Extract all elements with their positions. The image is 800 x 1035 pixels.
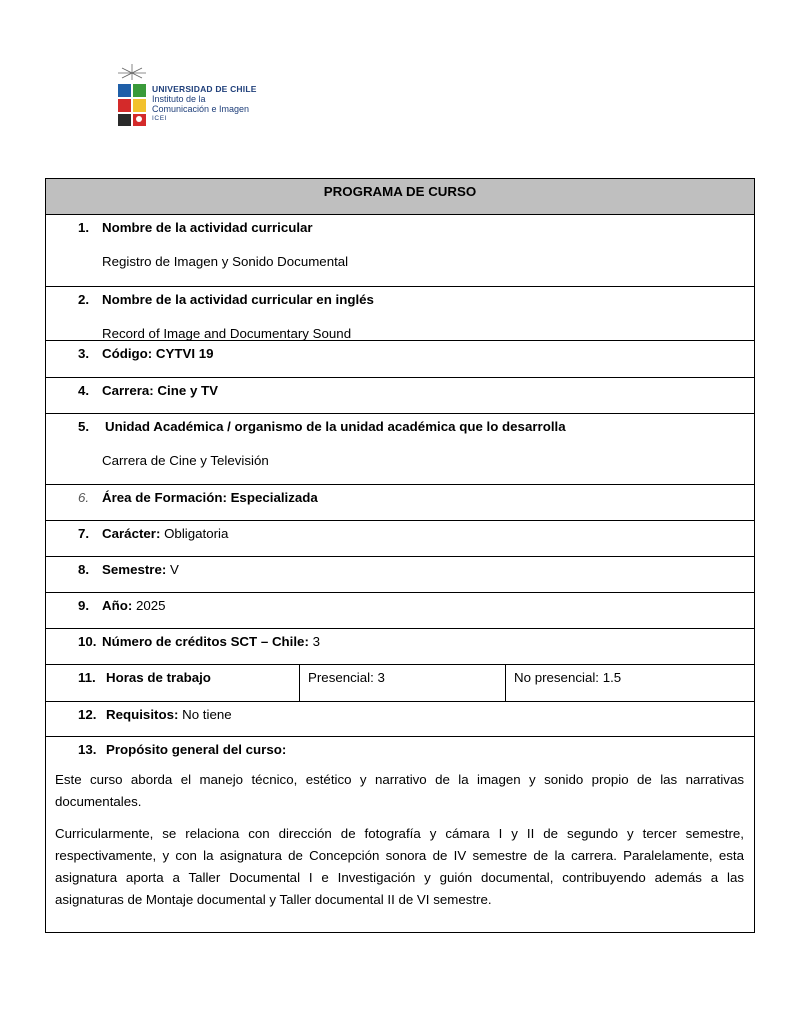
item-value: Carrera de Cine y Televisión (102, 453, 269, 468)
item-number: 1. (78, 220, 90, 235)
row-formation-area (46, 485, 754, 521)
work-hours-label-cell (46, 665, 300, 701)
row-requirements (46, 702, 754, 737)
table-header: PROGRAMA DE CURSO (46, 179, 754, 215)
logo-line-1: UNIVERSIDAD DE CHILE (152, 84, 257, 94)
item-number: 10. (78, 634, 97, 649)
row-course-name (46, 215, 754, 287)
item-number: 13. (78, 742, 97, 757)
coat-of-arms-icon (114, 62, 150, 128)
item-number: 8. (78, 562, 90, 577)
item-value: Obligatoria (164, 526, 229, 541)
row-credits (46, 629, 754, 665)
item-value: Record of Image and Documentary Sound (102, 326, 352, 341)
item-label: Número de créditos SCT – Chile: (102, 634, 309, 649)
row-course-name-english (46, 287, 754, 341)
item-label: Carácter: (102, 526, 161, 541)
row-character (46, 521, 754, 557)
purpose-paragraph-1: Este curso aborda el manejo técnico, estético y narrativo de la imagen y sonido propio de las narrativas documentales. (55, 772, 744, 809)
item-number: 12. (78, 707, 97, 722)
no-presencial-cell: No presencial: 1.5 (514, 670, 622, 685)
item-value: No tiene (182, 707, 232, 722)
item-label: Semestre: (102, 562, 167, 577)
logo-line-2: Instituto de la (152, 94, 206, 104)
item-label: Carrera: Cine y TV (102, 383, 219, 398)
item-label: Unidad Académica / organismo de la unidad académica que lo desarrolla (105, 419, 566, 434)
row-general-purpose (46, 737, 754, 932)
item-label: Área de Formación: Especializada (102, 490, 318, 505)
row-code (46, 341, 754, 378)
row-career (46, 378, 754, 414)
course-program-table (45, 178, 755, 933)
row-semester (46, 557, 754, 593)
item-label: Código: CYTVI 19 (102, 346, 214, 361)
item-number: 2. (78, 292, 90, 307)
item-label: Requisitos: (106, 707, 179, 722)
presencial-cell: Presencial: 3 (300, 665, 506, 701)
item-value: Registro de Imagen y Sonido Documental (102, 254, 349, 269)
purpose-paragraph-2: Curricularmente, se relaciona con dirección de fotografía y cámara I y II de segundo y tercer semestre, respectivamente, y con la asignatura de Concepción sonora de IV semestre de la carrera. Paralelamente, esta asignatura aporta a Taller Documental I e Investigación y guión documental, contribuyendo además a las asignaturas de Montaje documental y Taller documental II de VI semestre. (55, 826, 744, 907)
row-year (46, 593, 754, 629)
logo-line-3: Comunicación e Imagen (152, 104, 250, 114)
item-number: 4. (78, 383, 90, 398)
item-label: Nombre de la actividad curricular (102, 220, 313, 235)
item-label: Nombre de la actividad curricular en inglés (102, 292, 374, 307)
item-number: 3. (78, 346, 90, 361)
logo-line-4: ICEI (152, 115, 168, 122)
item-number: 7. (78, 526, 90, 541)
item-number: 5. (78, 419, 90, 434)
row-work-hours (46, 665, 754, 702)
item-value: V (170, 562, 179, 577)
item-label: Horas de trabajo (106, 670, 211, 685)
item-number: 9. (78, 598, 90, 613)
item-label: Propósito general del curso: (106, 742, 287, 757)
item-number: 11. (78, 670, 96, 685)
item-label: Año: (102, 598, 133, 613)
row-academic-unit (46, 414, 754, 485)
item-value: 2025 (135, 598, 166, 613)
item-number: 6. (78, 490, 90, 505)
item-value: 3 (312, 634, 320, 649)
university-logo (114, 62, 274, 130)
